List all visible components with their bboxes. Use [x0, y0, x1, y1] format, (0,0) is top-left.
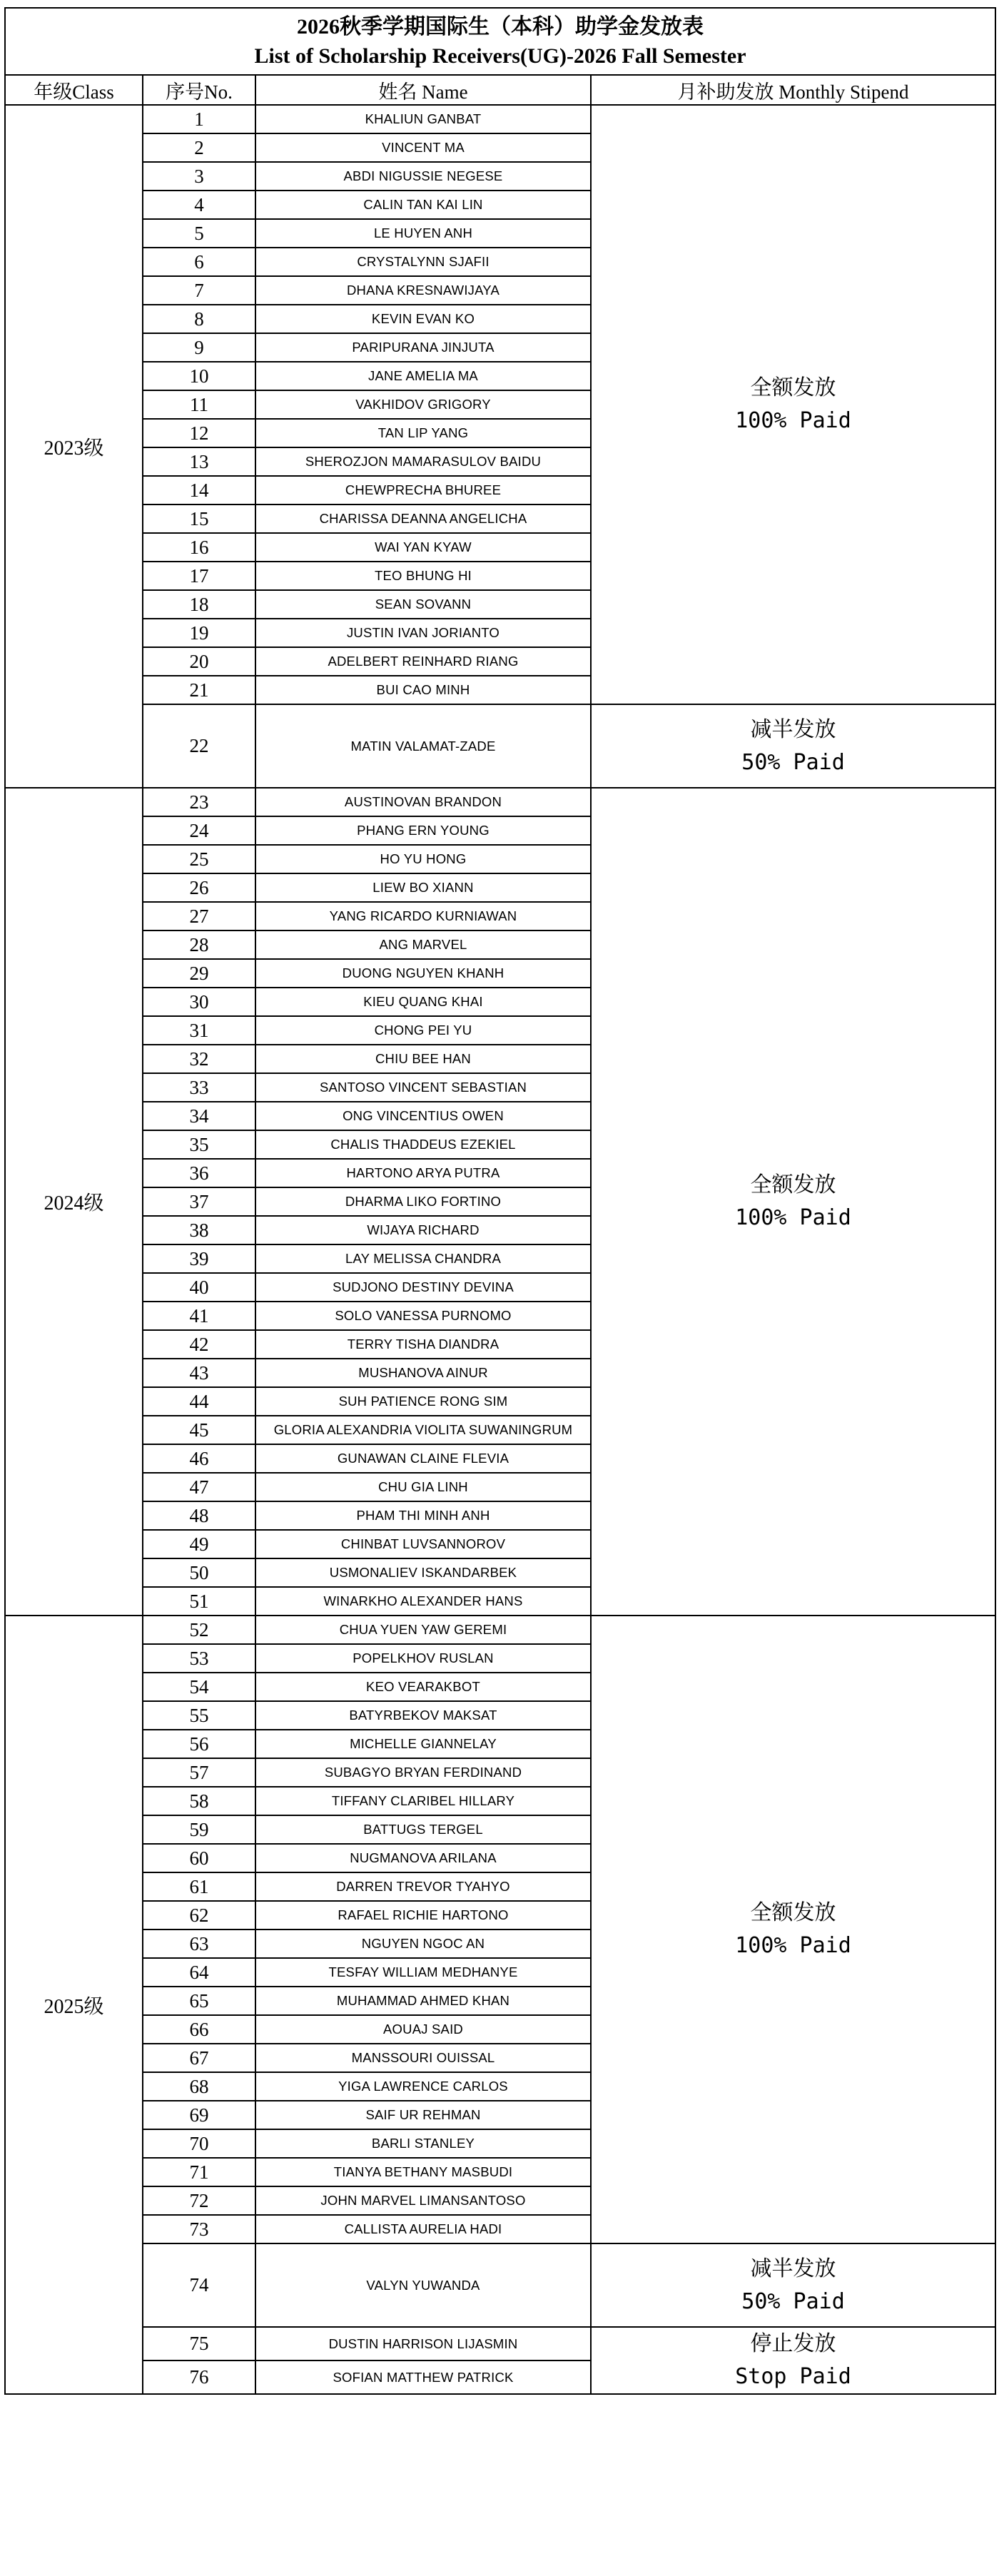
- row-number: 52: [143, 1616, 255, 1644]
- student-name: SUH PATIENCE RONG SIM: [255, 1387, 591, 1416]
- student-name: YIGA LAWRENCE CARLOS: [255, 2072, 591, 2101]
- student-name: ONG VINCENTIUS OWEN: [255, 1102, 591, 1130]
- student-name: KEO VEARAKBOT: [255, 1673, 591, 1701]
- row-number: 19: [143, 619, 255, 647]
- header-name: 姓名 Name: [255, 75, 591, 105]
- table-body: [5, 105, 995, 2394]
- stipend-status-en: 100% Paid: [735, 1205, 851, 1230]
- student-name: USMONALIEV ISKANDARBEK: [255, 1558, 591, 1587]
- student-name: DUONG NGUYEN KHANH: [255, 959, 591, 988]
- student-name: TIANYA BETHANY MASBUDI: [255, 2158, 591, 2186]
- student-name: SAIF UR REHMAN: [255, 2101, 591, 2129]
- student-name: TERRY TISHA DIANDRA: [255, 1330, 591, 1359]
- header-stipend: 月补助发放 Monthly Stipend: [591, 75, 995, 105]
- row-number: 32: [143, 1045, 255, 1073]
- stipend-status-cn: 全额发放: [750, 375, 836, 400]
- student-name: HARTONO ARYA PUTRA: [255, 1159, 591, 1187]
- row-number: 14: [143, 476, 255, 504]
- student-name: CHIU BEE HAN: [255, 1045, 591, 1073]
- student-name: ABDI NIGUSSIE NEGESE: [255, 162, 591, 191]
- student-name: NUGMANOVA ARILANA: [255, 1844, 591, 1872]
- student-name: WAI YAN KYAW: [255, 533, 591, 562]
- student-name: AUSTINOVAN BRANDON: [255, 788, 591, 816]
- row-number: 20: [143, 647, 255, 676]
- student-name: BUI CAO MINH: [255, 676, 591, 704]
- row-number: 63: [143, 1930, 255, 1958]
- row-number: 4: [143, 191, 255, 219]
- row-number: 69: [143, 2101, 255, 2129]
- student-name: MICHELLE GIANNELAY: [255, 1730, 591, 1758]
- stipend-status-cn: 减半发放: [750, 716, 836, 742]
- student-name: CHUA YUEN YAW GEREMI: [255, 1616, 591, 1644]
- row-number: 35: [143, 1130, 255, 1159]
- row-number: 75: [143, 2327, 255, 2361]
- title-row: [5, 8, 995, 75]
- student-name: KHALIUN GANBAT: [255, 105, 591, 133]
- student-name: MUHAMMAD AHMED KHAN: [255, 1987, 591, 2015]
- student-name: POPELKHOV RUSLAN: [255, 1644, 591, 1673]
- student-name: DARREN TREVOR TYAHYO: [255, 1872, 591, 1901]
- row-number: 9: [143, 333, 255, 362]
- grade-cell: 2024级: [5, 788, 143, 1616]
- student-name: JANE AMELIA MA: [255, 362, 591, 390]
- stipend-status-en: 100% Paid: [735, 408, 851, 433]
- row-number: 36: [143, 1159, 255, 1187]
- row-number: 29: [143, 959, 255, 988]
- row-number: 34: [143, 1102, 255, 1130]
- student-name: TESFAY WILLIAM MEDHANYE: [255, 1958, 591, 1987]
- student-name: CHU GIA LINH: [255, 1473, 591, 1501]
- row-number: 16: [143, 533, 255, 562]
- student-name: VALYN YUWANDA: [255, 2243, 591, 2327]
- row-number: 27: [143, 902, 255, 930]
- row-number: 25: [143, 845, 255, 873]
- row-number: 30: [143, 988, 255, 1016]
- grade-cell: 2025级: [5, 1616, 143, 2394]
- stipend-status: [591, 704, 995, 788]
- row-number: 61: [143, 1872, 255, 1901]
- row-number: 60: [143, 1844, 255, 1872]
- row-number: 3: [143, 162, 255, 191]
- student-name: CALLISTA AURELIA HADI: [255, 2215, 591, 2243]
- student-name: SANTOSO VINCENT SEBASTIAN: [255, 1073, 591, 1102]
- student-name: GLORIA ALEXANDRIA VIOLITA SUWANINGRUM: [255, 1416, 591, 1444]
- row-number: 12: [143, 419, 255, 447]
- student-name: SOFIAN MATTHEW PATRICK: [255, 2361, 591, 2394]
- row-number: 2: [143, 133, 255, 162]
- row-number: 11: [143, 390, 255, 419]
- row-number: 39: [143, 1244, 255, 1273]
- stipend-status: [591, 105, 995, 704]
- student-name: CRYSTALYNN SJAFII: [255, 248, 591, 276]
- student-name: LAY MELISSA CHANDRA: [255, 1244, 591, 1273]
- row-number: 57: [143, 1758, 255, 1787]
- student-name: AOUAJ SAID: [255, 2015, 591, 2044]
- row-number: 8: [143, 305, 255, 333]
- student-name: ANG MARVEL: [255, 930, 591, 959]
- row-number: 48: [143, 1501, 255, 1530]
- student-name: KIEU QUANG KHAI: [255, 988, 591, 1016]
- row-number: 26: [143, 873, 255, 902]
- student-name: DUSTIN HARRISON LIJASMIN: [255, 2327, 591, 2361]
- student-name: TAN LIP YANG: [255, 419, 591, 447]
- student-name: JOHN MARVEL LIMANSANTOSO: [255, 2186, 591, 2215]
- student-name: WINARKHO ALEXANDER HANS: [255, 1587, 591, 1616]
- student-name: TEO BHUNG HI: [255, 562, 591, 590]
- student-name: CHONG PEI YU: [255, 1016, 591, 1045]
- stipend-status-cn: 全额发放: [750, 1900, 836, 1925]
- student-name: MUSHANOVA AINUR: [255, 1359, 591, 1387]
- student-name: SOLO VANESSA PURNOMO: [255, 1302, 591, 1330]
- row-number: 17: [143, 562, 255, 590]
- table-row: [5, 105, 995, 133]
- stipend-status-cn: 减半发放: [750, 2256, 836, 2281]
- stipend-status-cn: 停止发放: [750, 2331, 836, 2356]
- row-number: 46: [143, 1444, 255, 1473]
- row-number: 71: [143, 2158, 255, 2186]
- student-name: BARLI STANLEY: [255, 2129, 591, 2158]
- row-number: 47: [143, 1473, 255, 1501]
- student-name: SEAN SOVANN: [255, 590, 591, 619]
- scholarship-table: [4, 7, 996, 2395]
- row-number: 67: [143, 2044, 255, 2072]
- row-number: 55: [143, 1701, 255, 1730]
- student-name: KEVIN EVAN KO: [255, 305, 591, 333]
- row-number: 50: [143, 1558, 255, 1587]
- row-number: 51: [143, 1587, 255, 1616]
- stipend-status-en: 50% Paid: [741, 749, 845, 775]
- student-name: HO YU HONG: [255, 845, 591, 873]
- table-row: [5, 1616, 995, 1644]
- row-number: 68: [143, 2072, 255, 2101]
- header-row: [5, 75, 995, 105]
- row-number: 70: [143, 2129, 255, 2158]
- row-number: 64: [143, 1958, 255, 1987]
- row-number: 31: [143, 1016, 255, 1045]
- student-name: DHANA KRESNAWIJAYA: [255, 276, 591, 305]
- student-name: LE HUYEN ANH: [255, 219, 591, 248]
- row-number: 45: [143, 1416, 255, 1444]
- student-name: SHEROZJON MAMARASULOV BAIDU: [255, 447, 591, 476]
- row-number: 62: [143, 1901, 255, 1930]
- stipend-status-en: 50% Paid: [741, 2288, 845, 2314]
- stipend-status-en: Stop Paid: [735, 2364, 851, 2389]
- row-number: 6: [143, 248, 255, 276]
- row-number: 73: [143, 2215, 255, 2243]
- student-name: PARIPURANA JINJUTA: [255, 333, 591, 362]
- row-number: 42: [143, 1330, 255, 1359]
- row-number: 44: [143, 1387, 255, 1416]
- row-number: 18: [143, 590, 255, 619]
- row-number: 76: [143, 2361, 255, 2394]
- student-name: VINCENT MA: [255, 133, 591, 162]
- student-name: CHEWPRECHA BHUREE: [255, 476, 591, 504]
- table-title: [5, 8, 995, 75]
- stipend-status-cn: 全额发放: [750, 1172, 836, 1197]
- student-name: SUBAGYO BRYAN FERDINAND: [255, 1758, 591, 1787]
- row-number: 66: [143, 2015, 255, 2044]
- student-name: RAFAEL RICHIE HARTONO: [255, 1901, 591, 1930]
- row-number: 74: [143, 2243, 255, 2327]
- row-number: 54: [143, 1673, 255, 1701]
- student-name: GUNAWAN CLAINE FLEVIA: [255, 1444, 591, 1473]
- stipend-status: [591, 2327, 995, 2394]
- row-number: 10: [143, 362, 255, 390]
- stipend-status: [591, 788, 995, 1616]
- row-number: 38: [143, 1216, 255, 1244]
- row-number: 21: [143, 676, 255, 704]
- student-name: BATYRBEKOV MAKSAT: [255, 1701, 591, 1730]
- row-number: 23: [143, 788, 255, 816]
- title-line-en: List of Scholarship Receivers(UG)-2026 Fall Semester: [254, 44, 746, 68]
- header-grade: 年级Class: [5, 75, 143, 105]
- student-name: YANG RICARDO KURNIAWAN: [255, 902, 591, 930]
- row-number: 22: [143, 704, 255, 788]
- stipend-status: [591, 2243, 995, 2327]
- row-number: 41: [143, 1302, 255, 1330]
- row-number: 43: [143, 1359, 255, 1387]
- student-name: CHARISSA DEANNA ANGELICHA: [255, 504, 591, 533]
- row-number: 15: [143, 504, 255, 533]
- row-number: 59: [143, 1815, 255, 1844]
- student-name: CHINBAT LUVSANNOROV: [255, 1530, 591, 1558]
- student-name: TIFFANY CLARIBEL HILLARY: [255, 1787, 591, 1815]
- student-name: BATTUGS TERGEL: [255, 1815, 591, 1844]
- student-name: MATIN VALAMAT-ZADE: [255, 704, 591, 788]
- grade-cell: 2023级: [5, 105, 143, 788]
- row-number: 5: [143, 219, 255, 248]
- student-name: WIJAYA RICHARD: [255, 1216, 591, 1244]
- student-name: CALIN TAN KAI LIN: [255, 191, 591, 219]
- student-name: DHARMA LIKO FORTINO: [255, 1187, 591, 1216]
- row-number: 28: [143, 930, 255, 959]
- title-line-cn: 2026秋季学期国际生（本科）助学金发放表: [297, 15, 704, 39]
- student-name: VAKHIDOV GRIGORY: [255, 390, 591, 419]
- table-row: [5, 2243, 995, 2327]
- row-number: 33: [143, 1073, 255, 1102]
- student-name: MANSSOURI OUISSAL: [255, 2044, 591, 2072]
- student-name: NGUYEN NGOC AN: [255, 1930, 591, 1958]
- student-name: PHAM THI MINH ANH: [255, 1501, 591, 1530]
- table-row: [5, 2327, 995, 2361]
- row-number: 37: [143, 1187, 255, 1216]
- stipend-status: [591, 1616, 995, 2243]
- student-name: LIEW BO XIANN: [255, 873, 591, 902]
- row-number: 24: [143, 816, 255, 845]
- student-name: SUDJONO DESTINY DEVINA: [255, 1273, 591, 1302]
- student-name: CHALIS THADDEUS EZEKIEL: [255, 1130, 591, 1159]
- row-number: 56: [143, 1730, 255, 1758]
- row-number: 1: [143, 105, 255, 133]
- row-number: 53: [143, 1644, 255, 1673]
- student-name: JUSTIN IVAN JORIANTO: [255, 619, 591, 647]
- header-no: 序号No.: [143, 75, 255, 105]
- row-number: 7: [143, 276, 255, 305]
- row-number: 13: [143, 447, 255, 476]
- student-name: ADELBERT REINHARD RIANG: [255, 647, 591, 676]
- student-name: PHANG ERN YOUNG: [255, 816, 591, 845]
- table-row: [5, 788, 995, 816]
- row-number: 40: [143, 1273, 255, 1302]
- row-number: 58: [143, 1787, 255, 1815]
- row-number: 65: [143, 1987, 255, 2015]
- table-row: [5, 704, 995, 788]
- row-number: 72: [143, 2186, 255, 2215]
- stipend-status-en: 100% Paid: [735, 1933, 851, 1958]
- row-number: 49: [143, 1530, 255, 1558]
